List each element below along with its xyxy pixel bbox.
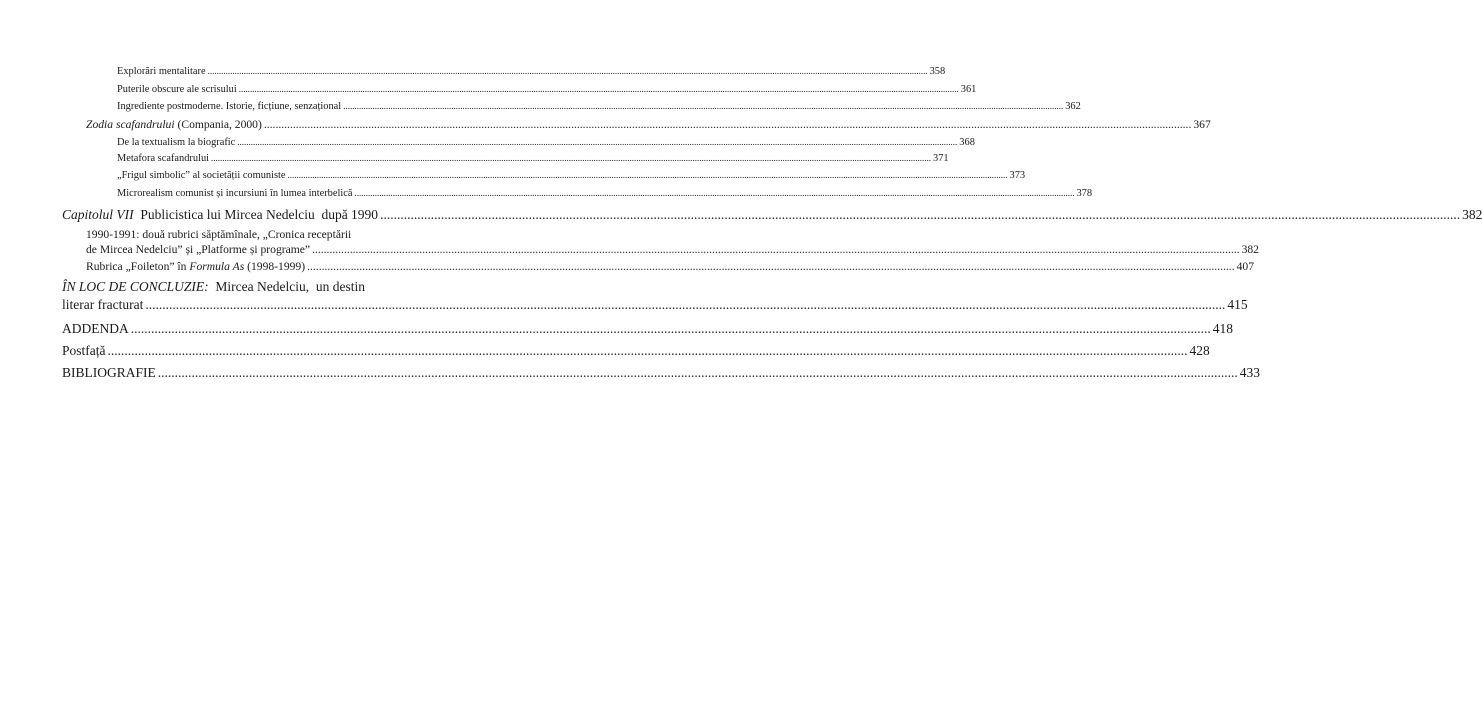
toc-entry-line-1 — [62, 279, 365, 295]
toc-entry-page: 367 — [1193, 118, 1211, 131]
toc-chapter-entry — [62, 207, 1482, 223]
toc-entry — [117, 188, 1093, 199]
conclusion-subtitle: Mircea Nedelciu, un destin — [208, 279, 365, 294]
toc-entry-title: ADDENDA — [62, 321, 129, 336]
toc-chapter-entry — [62, 365, 1260, 381]
toc-entry-title: De la textualism la biografic — [117, 137, 236, 148]
leader-dots — [108, 343, 1188, 359]
toc-entry-page: 407 — [1236, 260, 1254, 273]
leader-dots — [158, 365, 1238, 381]
leader-dots — [343, 101, 1063, 111]
leader-dots — [208, 66, 928, 76]
toc-entry-page: 415 — [1227, 297, 1248, 312]
leader-dots — [288, 170, 1008, 180]
toc-entry-page: 433 — [1239, 365, 1260, 380]
toc-entry-title: Metafora scafandrului — [117, 153, 210, 164]
toc-chapter-entry — [62, 297, 1248, 313]
toc-entry-page: 358 — [929, 66, 946, 77]
conclusion-heading: ÎN LOC DE CONCLUZIE: — [62, 279, 209, 294]
toc-entry-title: „Frigul simbolic” al societății comuniste — [117, 170, 286, 181]
toc-entry-title: Microrealism comunist și incursiuni în lumea interbelică — [117, 188, 353, 199]
toc-entry — [117, 153, 949, 164]
publication-title: Formula As — [189, 260, 245, 273]
toc-entry-page: 362 — [1065, 101, 1081, 112]
book-publisher: (Compania, 2000) — [174, 118, 262, 131]
leader-dots — [131, 321, 1211, 337]
entry-suffix: (1998-1999) — [244, 260, 306, 273]
toc-entry-page: 361 — [960, 84, 977, 95]
toc-entry — [117, 101, 1081, 112]
leader-dots — [264, 118, 1192, 131]
leader-dots — [145, 297, 1225, 313]
toc-entry — [117, 84, 977, 95]
leader-dots — [307, 260, 1235, 273]
leader-dots — [211, 153, 931, 163]
toc-chapter-entry — [62, 321, 1233, 337]
toc-entry-page: 373 — [1009, 170, 1026, 181]
toc-entry-page: 378 — [1076, 188, 1093, 199]
toc-entry-title: Puterile obscure ale scrisului — [117, 84, 237, 95]
toc-entry-title — [86, 118, 262, 131]
toc-entry-title: Ingrediente postmoderne. Istorie, ficțiune, senzațional — [117, 101, 342, 112]
toc-entry — [86, 243, 1259, 256]
toc-entry-line-2: literar fracturat — [62, 297, 144, 312]
chapter-title: Publicistica lui Mircea Nedelciu după 1990 — [133, 207, 379, 222]
leader-dots — [239, 84, 959, 94]
toc-entry-page: 428 — [1189, 343, 1210, 358]
toc-chapter-entry — [62, 343, 1210, 359]
leader-dots — [237, 137, 957, 147]
toc-entry-page: 382 — [1241, 243, 1259, 256]
toc-entry-title: Postfață — [62, 343, 106, 358]
toc-entry-page: 371 — [933, 153, 949, 164]
toc-entry-title — [86, 260, 305, 273]
toc-entry-line-2: de Mircea Nedelciu” și „Platforme și programe” — [86, 243, 311, 256]
leader-dots — [354, 188, 1074, 198]
entry-prefix: Rubrica „Foileton” în — [86, 260, 190, 273]
toc-entry-title — [62, 207, 378, 223]
book-title: Zodia scafandrului — [86, 118, 175, 131]
toc-section-entry — [86, 118, 1211, 131]
leader-dots — [380, 207, 1460, 223]
toc-entry-page: 368 — [959, 137, 975, 148]
toc-entry-page: 382 — [1462, 207, 1482, 222]
toc-entry-title: Explorări mentalitare — [117, 66, 206, 77]
chapter-number: Capitolul VII — [62, 207, 134, 222]
toc-entry-page: 418 — [1212, 321, 1233, 336]
toc-entry-title: BIBLIOGRAFIE — [62, 365, 156, 380]
toc-entry — [86, 260, 1254, 273]
leader-dots — [312, 243, 1240, 256]
toc-entry-line-1: 1990-1991: două rubrici săptămînale, „Cronica receptării — [86, 228, 352, 241]
toc-entry — [117, 137, 975, 148]
toc-entry — [117, 170, 1026, 181]
toc-entry — [117, 66, 946, 77]
